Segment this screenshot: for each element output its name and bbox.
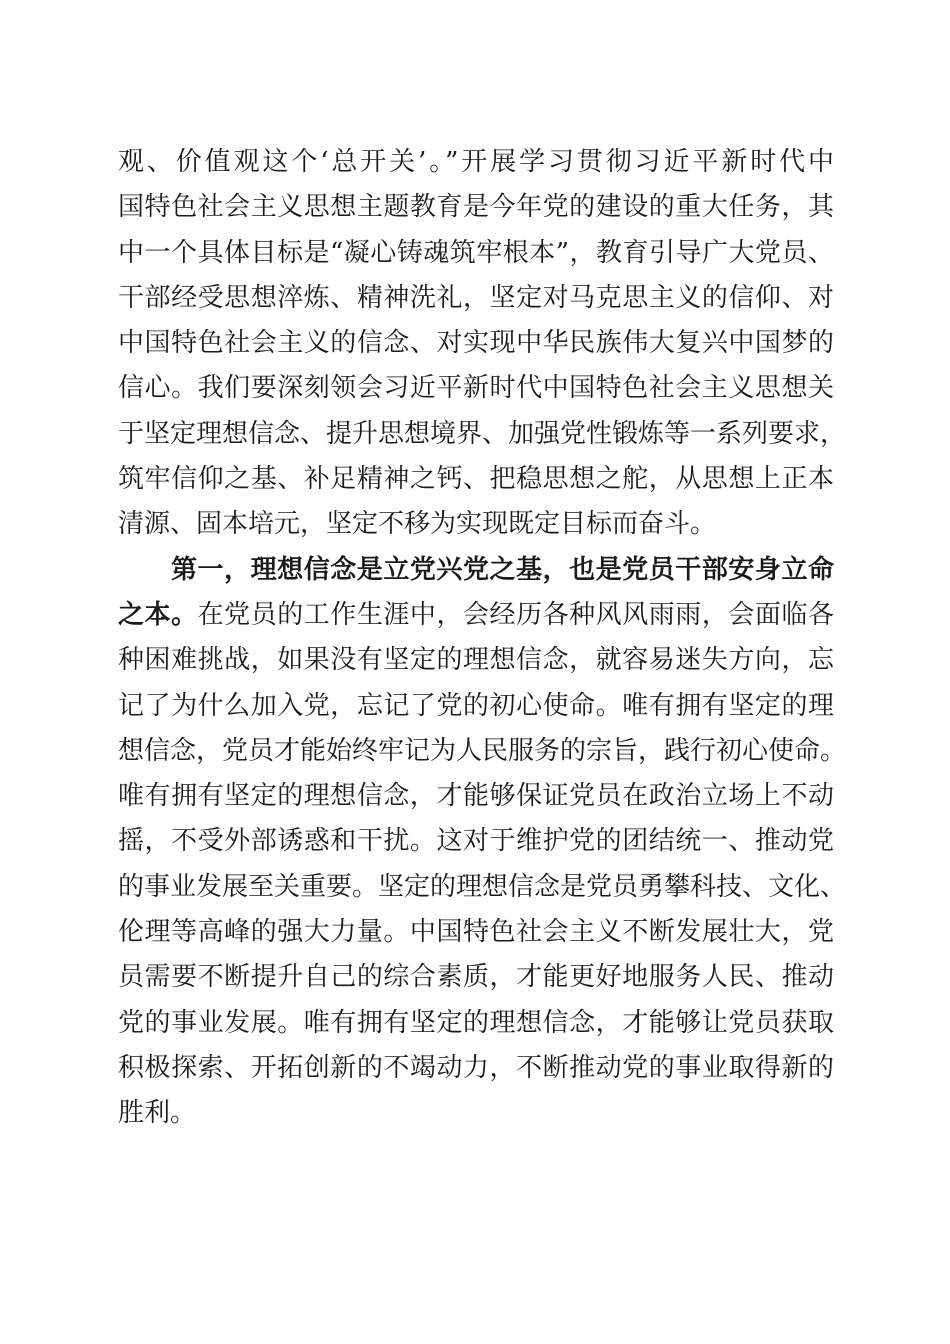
paragraph-line: 种困难挑战，如果没有坚定的理想信念，就容易迷失方向，忘 [118, 645, 834, 676]
paragraph-line: 记了为什么加入党，忘记了党的初心使命。唯有拥有坚定的理 [118, 690, 834, 721]
paragraph-line: 胜利。 [118, 1098, 197, 1129]
paragraph-line: 员需要不断提升自己的综合素质，才能更好地服务人民、推动 [118, 962, 834, 993]
paragraph-line: 国特色社会主义思想主题教育是今年党的建设的重大任务，其 [118, 192, 834, 223]
paragraph-line: 中国特色社会主义的信念、对实现中华民族伟大复兴中国梦的 [118, 328, 834, 359]
section-heading-end: 之本。 [118, 599, 198, 630]
paragraph-line: 想信念，党员才能始终牢记为人民服务的宗旨，践行初心使命。 [118, 735, 847, 766]
paragraph-2 [118, 548, 847, 1137]
document-page [118, 140, 847, 1137]
paragraph-line: 于坚定理想信念、提升思想境界、加强党性锻炼等一系列要求， [118, 418, 847, 449]
paragraph-line: 筑牢信仰之基、补足精神之钙、把稳思想之舵，从思想上正本 [118, 464, 834, 495]
paragraph-line: 信心。我们要深刻领会习近平新时代中国特色社会主义思想关 [118, 373, 834, 404]
paragraph-line: 摇，不受外部诱惑和干扰。这对于维护党的团结统一、推动党 [118, 826, 834, 857]
paragraph-1 [118, 140, 847, 548]
paragraph-line: 的事业发展至关重要。坚定的理想信念是党员勇攀科技、文化、 [118, 871, 847, 902]
paragraph-line-rest: 在党员的工作生涯中，会经历各种风风雨雨，会面临各 [197, 599, 834, 630]
paragraph-line: 清源、固本培元，坚定不移为实现既定目标而奋斗。 [118, 509, 717, 540]
paragraph-line: 干部经受思想淬炼、精神洗礼，坚定对马克思主义的信仰、对 [118, 282, 834, 313]
paragraph-line: 观、价值观这个‘总开关’。”开展学习贯彻习近平新时代中 [118, 147, 834, 177]
paragraph-line: 中一个具体目标是“凝心铸魂筑牢根本”，教育引导广大党员、 [118, 237, 834, 268]
paragraph-line: 党的事业发展。唯有拥有坚定的理想信念，才能够让党员获取 [118, 1007, 834, 1038]
paragraph-line: 伦理等高峰的强大力量。中国特色社会主义不断发展壮大，党 [118, 917, 834, 948]
section-heading-line: 第一，理想信念是立党兴党之基，也是党员干部安身立命 [171, 554, 834, 585]
paragraph-line: 唯有拥有坚定的理想信念，才能够保证党员在政治立场上不动 [118, 781, 834, 812]
paragraph-line [118, 593, 834, 638]
paragraph-line: 积极探索、开拓创新的不竭动力，不断推动党的事业取得新的 [118, 1052, 834, 1083]
